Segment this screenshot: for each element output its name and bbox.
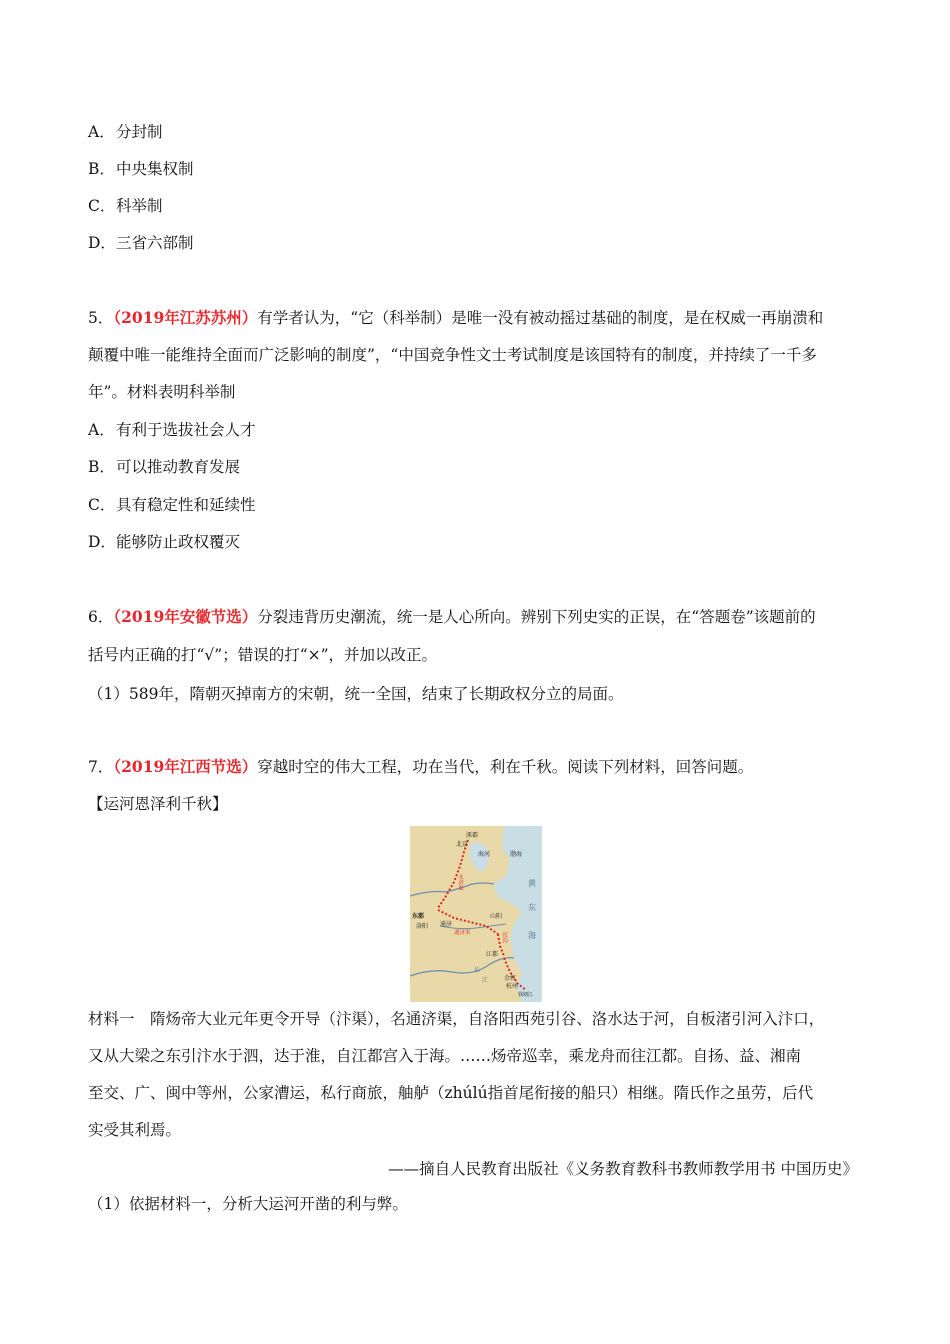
q5-stem-line1: 5．（2019年江苏苏州）有学者认为，“它（科举制）是唯一没有被动摇过基础的制度，是在权威一再崩溃和 [88, 308, 824, 327]
map-label-chang: 长 [474, 967, 481, 974]
q6-item1: （1）589年，隋朝灭掉南方的宋朝，统一全国，结束了长期政权分立的局面。 [88, 685, 624, 703]
q7-source-tag: （2019年江西节选） [113, 757, 258, 776]
q4-option-a: A．分封制 [88, 123, 163, 141]
map-label-sea: 海 [528, 931, 536, 940]
map-label-hangzhou: 杭州 [506, 983, 519, 990]
map-label-zhuojun: 涿郡 [466, 832, 479, 839]
q7-material-line3: 至交、广、闽中等州，公家漕运，私行商旅，舳舻（zhúlú指首尾衔接的船只）相继。隋氏作之虽劳，后代 [88, 1084, 814, 1102]
map-label-tongji: 通济 [440, 921, 453, 928]
map-label-beijing: 北京 [456, 841, 469, 848]
q5-option-a: A．有利于选拔社会人才 [88, 421, 256, 439]
q4-option-d: D．三省六部制 [88, 234, 194, 252]
map-label-bohai: 渤海 [510, 851, 523, 858]
q6-stem-line1: 6．（2019年安徽节选）分裂违背历史潮流，统一是人心所向。辨别下列史实的正误，在“答题卷”该题前的 [88, 607, 816, 626]
map-label-yuhang: 余杭 [504, 975, 517, 982]
q5-stem-line2: 颠覆中唯一能维持全面而广泛影响的制度”，“中国竞争性文士考试制度是该国特有的制度，并持续了一千多 [88, 346, 817, 364]
map-label-huang: 黄 [528, 879, 536, 888]
map-label-jiangdu: 江都 [486, 951, 499, 958]
q5-option-d: D．能够防止政权覆灭 [88, 533, 241, 551]
q5-option-b: B．可以推动教育发展 [88, 458, 241, 476]
q7-section-title: 【运河恩泽利千秋】 [88, 795, 228, 813]
q4-option-c: C．科举制 [88, 197, 163, 215]
q7-source-citation: ——摘自人民教育出版社《义务教育教科书教师教学用书 中国历史》 [388, 1160, 858, 1178]
map-label-tongji-canal: 通济渠 [454, 930, 471, 936]
q7-material-line4: 实受其利焉。 [88, 1121, 182, 1139]
map-label-luoyang: 洛阳 [416, 923, 429, 930]
q6-source-tag: （2019年安徽节选） [113, 607, 258, 626]
q7-stem: 7．（2019年江西节选）穿越时空的伟大工程，功在当代，利在千秋。阅读下列材料，回答问题。 [88, 757, 754, 776]
map-label-dongdu: 东都 [412, 913, 425, 920]
q5-stem-line3: 年”。材料表明科举制 [88, 383, 236, 401]
q5-source-tag: （2019年江苏苏州） [113, 308, 258, 327]
q7-question1: （1）依据材料一，分析大运河开凿的利与弊。 [88, 1195, 408, 1213]
map-label-dong: 东 [528, 903, 536, 912]
map-label-qiantang: 钱塘江 [518, 992, 534, 998]
q7-material-line2: 又从大梁之东引汴水于泗，达于淮，自江都宫入于海。……炀帝巡幸，乘龙舟而往江都。自扬、益、湘南 [88, 1047, 802, 1065]
map-label-hangou: 邗沟 [501, 932, 507, 943]
grand-canal-map [410, 826, 542, 1002]
map-label-shanyang: 山阳 [490, 913, 503, 920]
q5-option-c: C．具有稳定性和延续性 [88, 496, 256, 514]
map-label-yongji-canal: 永济渠 [457, 874, 463, 891]
q6-stem-line2: 括号内正确的打“√”；错误的打“×”，并加以改正。 [88, 646, 438, 664]
map-label-jiang: 江 [482, 977, 489, 984]
q7-material-line1: 材料一 隋炀帝大业元年更令开导（汴渠），名通济渠，自洛阳西苑引谷、洛水达于河，自板渚引河入汴口， [88, 1010, 825, 1028]
map-label-haihe: 海河 [478, 851, 491, 858]
q4-option-b: B．中央集权制 [88, 160, 194, 178]
